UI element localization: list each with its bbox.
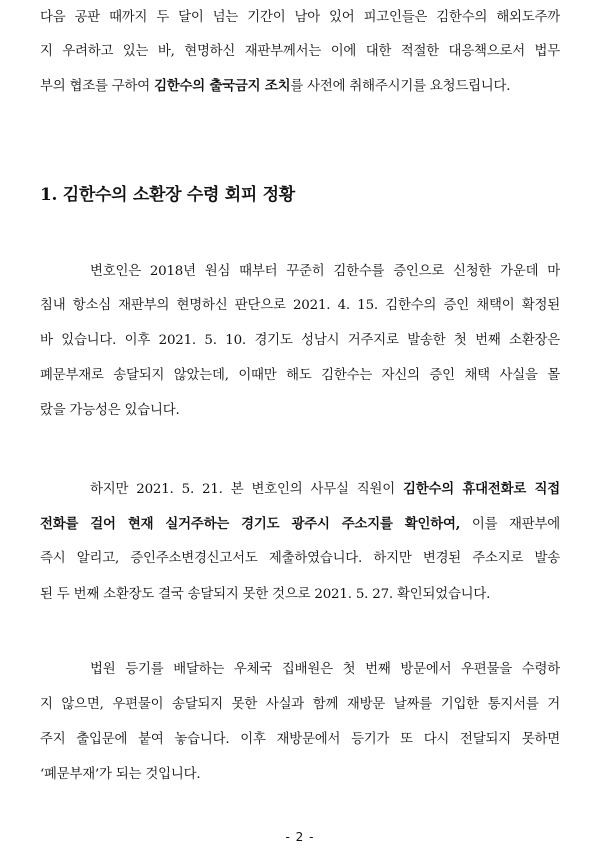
para2-line-4: 된 두 번째 소환장도 결국 송달되지 못한 것으로 2021. 5. 27. 확인되었습니다.: [40, 587, 491, 602]
intro-line-2: 지 우려하고 있는 바, 현명하신 재판부께서는 이에 대한 적절한 대응책으로서 법무: [40, 44, 560, 59]
para2-line-2-tail: 이를 재판부에: [460, 517, 561, 532]
para1-line-2: 침내 항소심 재판부의 현명하신 판단으로 2021. 4. 15. 김한수의 증인 채택이 확정된: [40, 298, 560, 313]
para2-line-1: [90, 479, 560, 500]
section-heading: 1. 김한수의 소환장 수령 회피 정황: [40, 185, 295, 205]
para1-line-5: 랐을 가능성은 있습니다.: [40, 403, 180, 418]
intro-line-3-text: 부의 협조를 구하여: [40, 79, 155, 94]
para2-line-1-text: 하지만 2021. 5. 21. 본 변호인의 사무실 직원이: [90, 482, 404, 497]
intro-line-1: 다음 공판 때까지 두 달이 넘는 기간이 남아 있어 피고인들은 김한수의 해외도주까: [40, 10, 560, 25]
para3-line-3: 주지 출입문에 붙여 놓습니다. 이후 재방문에서 등기가 또 다시 전달되지 못하면: [40, 732, 560, 747]
para2-emphasis-address-confirmed: 전화를 걸어 현재 실거주하는 경기도 광주시 주소지를 확인하여,: [40, 516, 461, 532]
para1-line-3: 바 있습니다. 이후 2021. 5. 10. 경기도 성남시 거주지로 발송한 첫 번째 소환장은: [40, 333, 560, 348]
intro-line-3-tail: 를 사전에 취해주시기를 요청드립니다.: [290, 79, 511, 94]
para3-line-2: 지 않으면, 우편물이 송달되지 못한 사실과 함께 재방문 날짜를 기입한 통지서를 거: [40, 697, 560, 712]
intro-line-3: [40, 76, 560, 97]
page-number: - 2 -: [285, 830, 315, 844]
intro-emphasis-travel-ban: 김한수의 출국금지 조치: [154, 78, 291, 94]
para2-line-2: [40, 514, 560, 535]
para2-line-3: 즉시 알리고, 증인주소변경신고서도 제출하였습니다. 하지만 변경된 주소지로 발송: [40, 551, 560, 566]
para1-line-4: 폐문부재로 송달되지 않았는데, 이때만 해도 김한수는 자신의 증인 채택 사실을 몰: [40, 368, 560, 383]
para3-line-4: ‘폐문부재’가 되는 것입니다.: [40, 767, 201, 782]
para3-line-1: 법원 등기를 배달하는 우체국 집배원은 첫 번째 방문에서 우편물을 수령하: [90, 662, 560, 677]
para1-line-1: 변호인은 2018년 원심 때부터 꾸준히 김한수를 증인으로 신청한 가운데 마: [90, 264, 560, 279]
para2-emphasis-phone-call: 김한수의 휴대전화로 직접: [403, 481, 560, 497]
